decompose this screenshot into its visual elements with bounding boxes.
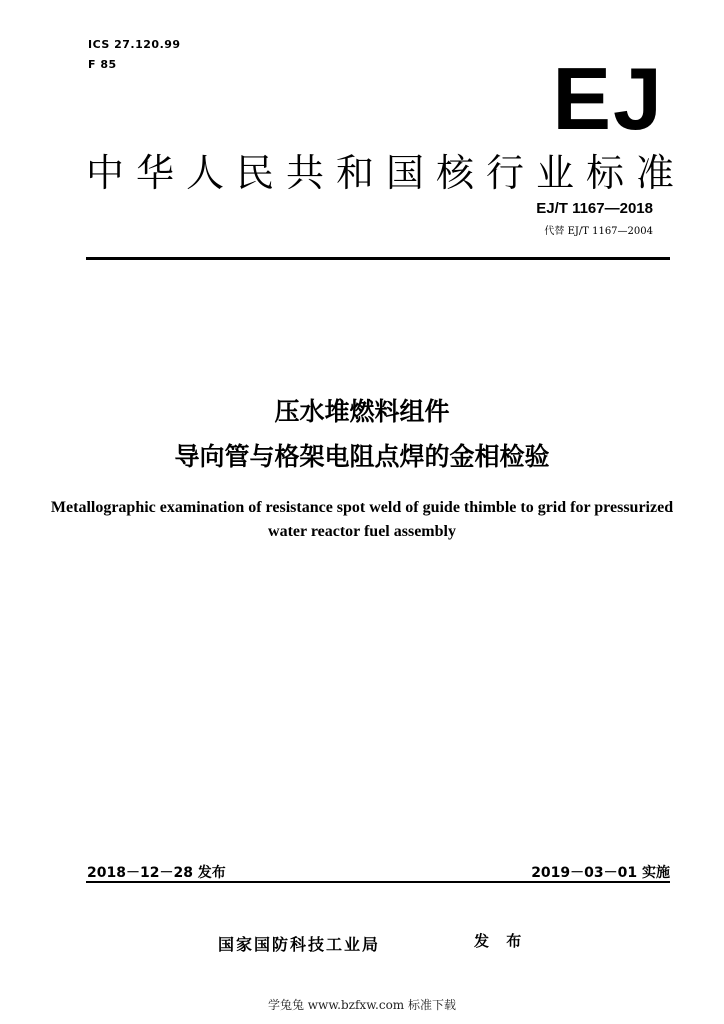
issuing-authority: 国家国防科技工业局 [218, 935, 381, 954]
standard-category-title: 中华人民共和国核行业标准 [86, 151, 687, 195]
bottom-divider [86, 881, 670, 883]
watermark-link[interactable]: 学兔兔 www.bzfxw.com 标准下载 [267, 998, 457, 1012]
document-title-cn-line2: 导向管与格架电阻点焊的金相检验 [174, 442, 550, 471]
ccs-code: F 85 [88, 58, 117, 71]
standard-number: EJ/T 1167—2018 [536, 200, 653, 217]
issue-date: 2018－12－28 发布 [87, 865, 226, 881]
top-divider [86, 257, 670, 260]
ics-code: ICS 27.120.99 [88, 38, 181, 51]
implementation-date: 2019－03－01 实施 [531, 865, 670, 881]
document-title-cn-line1: 压水堆燃料组件 [274, 397, 450, 426]
replaces-note: 代替 EJ/T 1167—2004 [544, 226, 653, 237]
standard-logo: EJ [552, 49, 664, 148]
document-title-en: Metallographic examination of resistance spot weld of guide thimble to grid for pressurized water reactor fuel assembly [50, 499, 674, 540]
publish-label: 发 布 [474, 932, 528, 950]
